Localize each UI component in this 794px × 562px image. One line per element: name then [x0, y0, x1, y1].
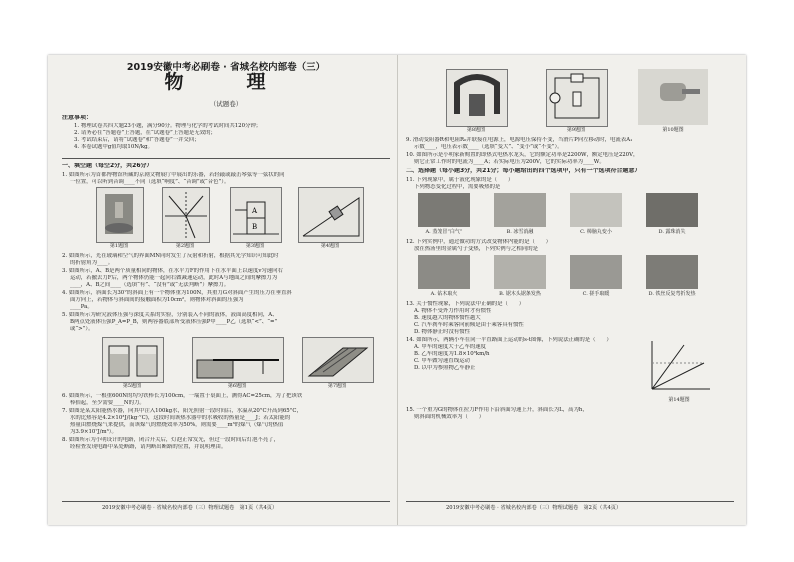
figure-1 [96, 187, 144, 243]
question-7: 热量由燃烧煤气来提供，而该煤气的燃烧效率为50%，则需要____m³的煤气（煤气的热值 [70, 422, 284, 428]
refraction-diagram [163, 188, 209, 242]
question-2: 的折射角为____。 [70, 260, 114, 266]
circuit-diagram [547, 70, 607, 126]
figure-14 [644, 337, 714, 395]
question-10: 10. 如图所示是小明家新购置的即热式电热水龙头，它的额定功率是2200W，额定电压是220V， [406, 152, 639, 158]
question-14-option: A. 甲车的速度大于乙车的速度 [414, 344, 487, 350]
question-14-option: C. 甲车做匀速直线运动 [414, 358, 470, 364]
question-13: 13. 关于惯性现象，下列说法中正确的是（ ） [406, 301, 525, 307]
question-6: 棒抬起，至少需要____N的力。 [70, 400, 145, 406]
question-13-option: C. 汽车刹车时乘客向前倾是由于乘客具有惯性 [414, 322, 524, 328]
figure-9-caption: 第9题图 [566, 127, 586, 133]
question-14-option: B. 乙车的速度为1.8×10³km/h [414, 351, 490, 357]
q12-photo-b [494, 255, 546, 289]
q11-option-b: B. 冰雪消融 [506, 229, 534, 235]
question-6: 6. 如图所示，一根重600N的均匀铁棒长为100cm，一端置于桌面上，测得AC=25cm，为了把该铁 [62, 393, 303, 399]
question-2: 2. 如图所示，光在玻璃和空气的界面MN同时发生了反射和折射，根据其光学知识可知此时 [62, 253, 279, 259]
question-1: 1. 如图所示为首都博物馆所藏的京剧文物展厅中展出的乐器，若轻敲或敲击琴弦等一弦状的同 [62, 172, 285, 178]
page-footer: 2019安徽中考必刷卷 · 省城名校内部卷（三）物理试题卷 第2页（共4页） [446, 505, 622, 511]
figure-8-caption: 第8题图 [466, 127, 486, 133]
question-14-option: D. 以甲为参照物乙车静止 [414, 365, 476, 371]
question-15: 15. 一个重为G的物体在拉力F作用下沿斜面匀速上升，斜面长为L，高为h， [406, 407, 588, 413]
figure-4-caption: 第4题图 [320, 243, 340, 249]
subject-title: 物 理 [164, 71, 288, 93]
left-page [62, 55, 390, 525]
q11-option-a: A. 蒸笼冒“白气” [425, 229, 463, 235]
figure-4 [298, 187, 364, 243]
question-12: 12. 下列实例中，通过做功的方式改变物体内能的是（ ） [406, 239, 552, 245]
question-5: 5. 如图所示为研究液体压强与深度关系的实验，分别装入不同的液体，液面高度相同，A、 [62, 312, 278, 318]
figure-3 [230, 187, 282, 243]
question-13-option: A. 物体不受外力作用时才有惯性 [414, 308, 492, 314]
q12-photo-a [418, 255, 470, 289]
question-12: 放在热汤里的金属勺子变热，下列实例与之相同的是 [414, 246, 538, 252]
q12-photo-d [646, 255, 698, 289]
question-4: ____Pa。 [70, 304, 93, 310]
q12-option-a: A. 钻木取火 [430, 291, 458, 297]
figure-6 [192, 337, 284, 383]
incline-diagram [299, 188, 363, 242]
figure-2 [162, 187, 210, 243]
question-15: 则斜面的机械效率为（ ） [414, 414, 485, 420]
question-14: 14. 如图所示，两辆小车在同一平直路面上运动的s-t图像，下列说法正确的是（ ） [406, 337, 612, 343]
section-1-header: 一、填空题（每空2分，共26分） [62, 163, 153, 169]
question-13-option: D. 物体静止时没有惯性 [414, 329, 471, 335]
figure-9 [546, 69, 608, 127]
figure-7 [302, 337, 374, 383]
stacked-blocks-diagram [231, 188, 281, 242]
question-11: 11. 下列现象中，属于液化现象的是（ ） [406, 177, 514, 183]
note-line: 4. 本卷试题中g值均取10N/kg。 [74, 144, 153, 150]
svg-text:A: A [252, 207, 258, 215]
note-line: 2. 请务必在“答题卷”上答题，在“试题卷”上答题是无效的； [74, 130, 216, 136]
page-fold [397, 55, 398, 525]
section-2-header: 二、选择题（每小题3分，共21分；每小题给出的四个选项中，只有一个选项符合题意） [406, 168, 641, 174]
q11-option-c: C. 樟脑丸变小 [580, 229, 612, 235]
q11-option-d: D. 露珠消失 [658, 229, 686, 235]
notes-header: 注意事项： [62, 115, 93, 121]
drum-instrument-icon [97, 188, 143, 242]
figure-8 [446, 69, 508, 127]
question-9: 9. 滑动变阻器R和电阻R₀并联接在电源上，电源电压保持不变，当滑片P向左移动时，电流表A₁ [406, 137, 633, 143]
question-7: 7. 如图是某太阳能热水器，向其中注入100kg水，阳光照射一段时间后，水温从20°C升高到65°C， [62, 408, 302, 414]
note-line: 3. 考试结束后，请将“试题卷”和“答题卷”一并交回； [74, 137, 200, 143]
question-4: 面方向上，若物体与斜面间的接触面积为10cm²，则物体对斜面的压强为 [70, 297, 244, 303]
question-8: 8. 如图所示为小明设计的电路，闭合开关后，灯泡正常发光，但过一段时间后灯泡不亮了， [62, 437, 280, 443]
magnet-coil-icon [447, 70, 507, 126]
question-9: 示数____，电压表示数____（选填“变大”、“变小”或“不变”）。 [414, 144, 563, 150]
figure-10 [638, 69, 708, 125]
question-1: 一位置，可以听到音调____不同（选填“响度”、“音调”或“音色”）。 [70, 179, 230, 185]
lever-rod-diagram [193, 338, 283, 382]
figure-6-caption: 第6题图 [227, 383, 247, 389]
figure-2-caption: 第2题图 [175, 243, 195, 249]
figure-5-caption: 第5题图 [122, 383, 142, 389]
question-5: 或“>”）。 [70, 326, 94, 332]
q11-photo-a [418, 193, 470, 227]
figure-3-caption: 第3题图 [245, 243, 265, 249]
question-3: 运动，若撤去力F后，两个物体仍能一起向右做减速运动，此时A与地面之间的摩擦力为 [70, 275, 278, 281]
figure-5 [102, 337, 164, 383]
question-13-option: B. 速度越大的物体惯性越大 [414, 315, 481, 321]
figure-14-caption: 第14题图 [668, 397, 690, 403]
figure-1-caption: 第1题图 [109, 243, 129, 249]
question-3: ____，A、B之间____（选填“有”、“没有”或“无法判断”）摩擦力。 [70, 282, 230, 288]
q12-photo-c [570, 255, 622, 289]
figure-7-caption: 第7题图 [327, 383, 347, 389]
exam-sheet [48, 55, 746, 525]
page-footer: 2019安徽中考必刷卷 · 省城名校内部卷（三）物理试题卷 第1页（共4页） [102, 505, 278, 511]
q11-photo-d [646, 193, 698, 227]
q12-option-d: D. 铁丝反复弯折发热 [648, 291, 696, 297]
q12-option-b: B. 锯木头锯条发热 [499, 291, 541, 297]
right-page [406, 55, 734, 525]
water-faucet-icon [638, 69, 708, 125]
question-7: 水的比热容是4.2×10³J/(kg·°C)，这段时间该热水器中的水吸收的热量是____J；若太阳能的 [70, 415, 291, 421]
solar-heater-icon [303, 338, 373, 382]
footer-divider [62, 501, 390, 502]
exam-title: 2019安徽中考必刷卷 · 省城名校内部卷（三） [126, 62, 326, 73]
question-4: 4. 如图所示，斜面长为30°的斜面上有一个物体重为100N，其重力G对斜面产生的压力在垂直斜 [62, 290, 292, 296]
question-11: 下列物态变化过程中，需要吸热的是 [414, 184, 501, 190]
svg-text:B: B [252, 223, 258, 231]
question-7: 为3.9×10⁷J/m³）。 [70, 429, 117, 435]
section-divider [62, 158, 390, 159]
question-8: 经检查发现电路中某处断路，请判断出断路的位置，并说明理由。 [70, 444, 227, 450]
note-line: 1. 物理试卷共四大题23小题，满分90分。物理与化学的考试时间共120分钟； [74, 123, 262, 129]
footer-divider [406, 501, 734, 502]
question-10: 则它正常工作时的电流为____A；若实际电压为200V，它的实际功率为____W。 [414, 159, 605, 165]
question-3: 3. 如图所示，A、B是两个质量相同的物体，在水平力F的作用下在水平面上以速度v匀速向右 [62, 268, 283, 274]
q12-option-c: C. 搓手取暖 [582, 291, 610, 297]
figure-10-caption: 第10题图 [662, 127, 684, 133]
q11-photo-c [570, 193, 622, 227]
question-5: B两点处液体压强P_A=P_B，则两容器底部所受液体压强P甲____P乙（选填“<”、“=” [70, 319, 278, 325]
liquid-containers-diagram [103, 338, 163, 382]
subject-subtitle: （试题卷） [209, 100, 243, 108]
st-graph-diagram [644, 337, 714, 395]
q11-photo-b [494, 193, 546, 227]
